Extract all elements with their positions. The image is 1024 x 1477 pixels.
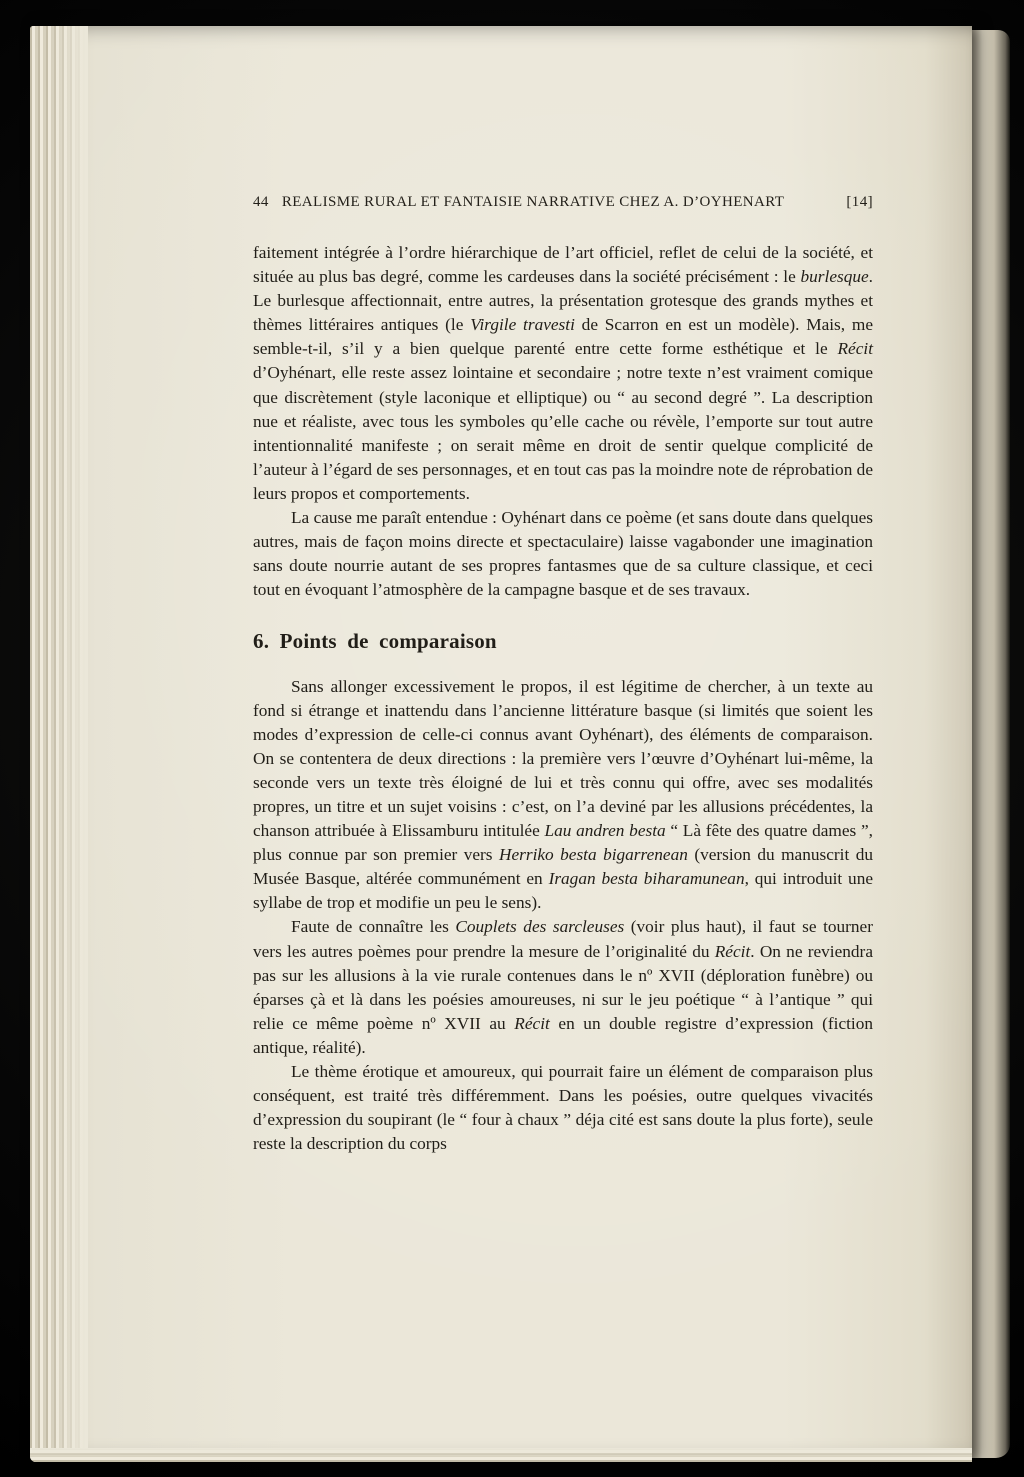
text-segment: . Le burlesque affectionnait, entre autres, la présentation grotesque des grands mythes et thèmes littéraires antiques (le: [253, 267, 873, 335]
page-stack-edges-bottom: [30, 1448, 972, 1462]
italic-segment: Récit: [514, 1013, 550, 1033]
text-segment: en un double registre d’expression (fiction antique, réalité).: [253, 1013, 873, 1057]
page-content: [253, 194, 873, 1156]
running-header-folio: [14]: [846, 194, 873, 210]
page-number: 44: [253, 194, 269, 210]
next-page-edge: [970, 30, 1010, 1458]
text-segment: . On ne reviendra pas sur les allusions à la vie rurale contenues dans le nº XVII (déploration funèbre) ou éparses çà et là dans les poésies amoureuses, ni sur le jeu poétique “ à l’antique ” qui relie ce même poème nº XVII au: [253, 941, 873, 1033]
running-header-title: REALISME RURAL ET FANTAISIE NARRATIVE CHEZ A. D’OYHENART: [281, 194, 785, 210]
italic-segment: Herriko besta bigarrenean: [498, 845, 688, 865]
italic-segment: Récit: [837, 339, 873, 359]
paragraph: [253, 506, 873, 602]
paragraph: [253, 915, 873, 1060]
text-segment: (voir plus haut), il faut se tourner vers les autres poèmes pour prendre la mesure de l’originalité du: [253, 917, 873, 961]
italic-segment: burlesque: [800, 267, 869, 287]
text-segment: faitement intégrée à l’ordre hiérarchique de l’art officiel, reflet de celui de la société, et située au plus bas degré, comme les cardeuses dans la société précisément : le: [253, 243, 873, 287]
italic-segment: Virgile travesti: [470, 315, 575, 335]
paragraph: [253, 1060, 873, 1156]
page-stack-edges-left: [30, 26, 88, 1462]
italic-segment: Couplets des sarcleuses: [455, 917, 625, 937]
running-header: [253, 194, 873, 211]
text-segment: Faute de connaître les: [291, 917, 456, 937]
text-segment: d’Oyhénart, elle reste assez lointaine et secondaire ; notre texte n’est vraiment comique que discrètement (style laconique et elliptique) ou “ au second degré ”. La description nue et réaliste, avec tous les symboles qu’elle cache ou révèle, l’emporte sur tout autre intentionnalité manifeste ; on serait même en droit de sentir quelque complicité de l’auteur à l’égard de ses personnages, et en tout cas pas la moindre note de réprobation de leurs propos et comportements.: [253, 363, 873, 503]
text-segment: La cause me paraît entendue : Oyhénart dans ce poème (et sans doute dans quelques autres, mais de façon moins directe et spectaculaire) laisse vagabonder une imagination sans doute nourrie autant de ses propres fantasmes que de sa culture classique, et ceci tout en évoquant l’atmosphère de la campagne basque et de ses travaux.: [253, 508, 873, 600]
text-segment: Le thème érotique et amoureux, qui pourrait faire un élément de comparaison plus conséquent, est traité très différemment. Dans les poésies, outre quelques vivacités d’expression du soupirant (le “ four à chaux ” déja cité est sans doute la plus forte), seule reste la description du corps: [253, 1062, 873, 1154]
text-segment: , qui introduit une syllabe de trop et modifie un peu le sens).: [253, 869, 874, 913]
paragraph: [253, 675, 873, 916]
paragraph: [253, 241, 873, 506]
italic-segment: Lau andren besta: [544, 821, 666, 841]
text-segment: de Scarron en est un modèle). Mais, me semble-t-il, s’il y a bien quelque parenté entre cette forme esthétique et le: [253, 315, 873, 359]
section-heading: 6. Points de comparaison: [253, 629, 497, 654]
text-column: [253, 241, 873, 1156]
italic-segment: Récit: [714, 941, 751, 961]
italic-segment: Iragan besta biharamunean: [548, 869, 745, 889]
book-page: [30, 26, 972, 1462]
text-segment: “ Là fête des quatre dames ”, plus connue par son premier vers: [253, 821, 873, 865]
text-segment: Sans allonger excessivement le propos, il est légitime de chercher, à un texte au fond si étrange et inattendu dans l’ancienne littérature basque (si limités que soient les modes d’expression de celle-ci connus avant Oyhénart), des éléments de comparaison. On se contentera de deux directions : la première vers l’œuvre d’Oyhénart lui-même, la seconde vers un texte très éloigné de lui et très connu qui offre, avec ses modalités propres, un titre et un sujet voisins : c’est, on l’a deviné par les allusions précédentes, la chanson attribuée à Elissamburu intitulée: [253, 676, 873, 841]
text-segment: (version du manuscrit du Musée Basque, altérée communément en: [253, 845, 873, 889]
